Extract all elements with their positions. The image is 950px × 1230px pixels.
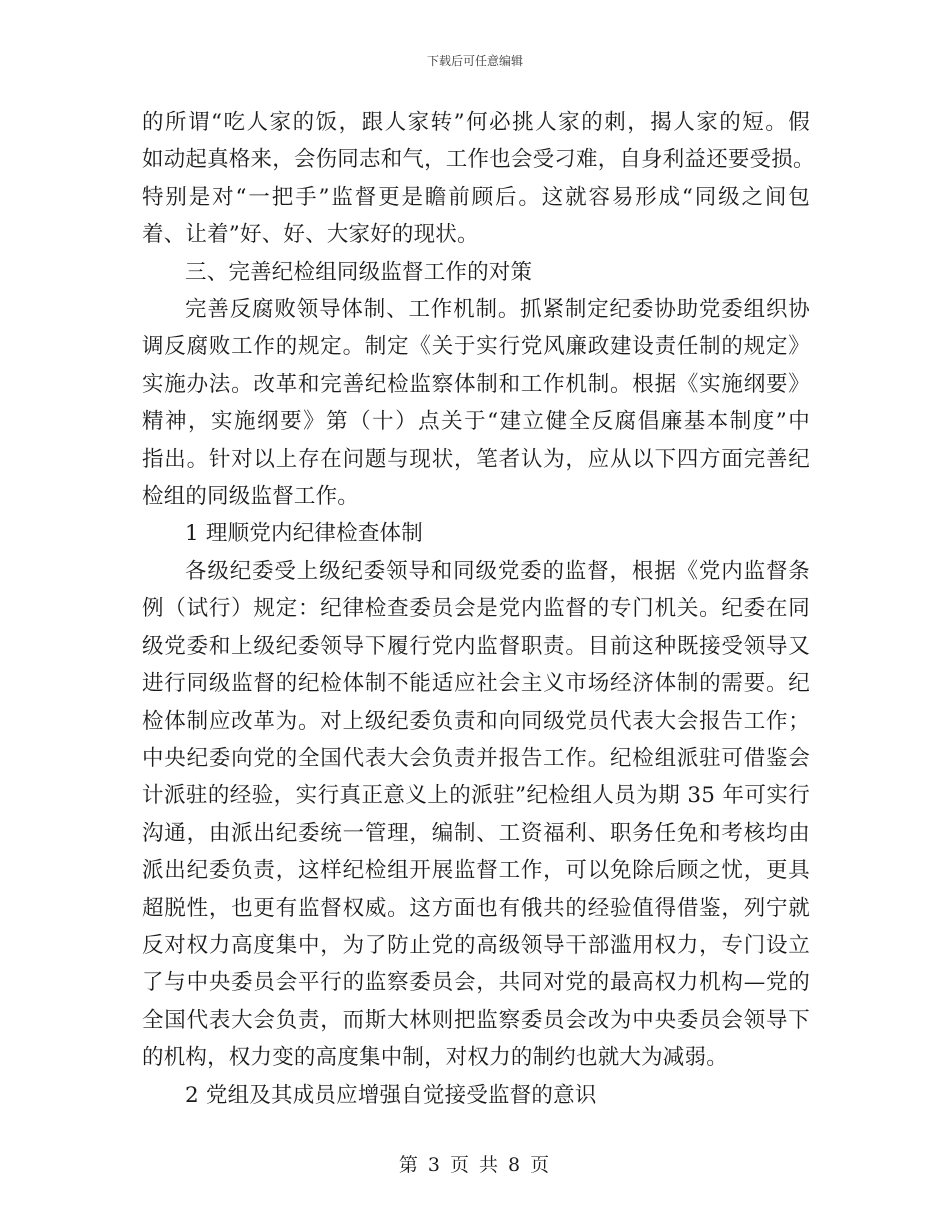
text-line: 的所谓“吃人家的饭，跟人家转”何必挑人家的刺，揭人家的短。假 xyxy=(142,110,810,135)
text-line: 超脱性，也更有监督权威。这方面也有俄共的经验值得借鉴，列宁就 xyxy=(142,895,810,921)
text-line: 三、完善纪检组同级监督工作的对策 xyxy=(185,259,533,285)
text-line: 了与中央委员会平行的监察委员会，共同对党的最高权力机构—党的 xyxy=(142,970,810,996)
text-line: 沟通，由派出纪委统一管理，编制、工资福利、职务任免和考核均由 xyxy=(142,820,810,846)
paragraph xyxy=(142,254,810,291)
text-line: 调反腐败工作的规定。制定《关于实行党风廉政建设责任制的规定》 xyxy=(142,334,810,360)
page-footer: 第 3 页 共 8 页 xyxy=(398,1154,552,1176)
header-note: 下载后可任意编辑 xyxy=(426,54,523,68)
text-line: 完善反腐败领导体制、工作机制。抓紧制定纪委协助党委组织协 xyxy=(185,297,810,323)
paragraph xyxy=(142,553,810,1077)
text-line: 着、让着”好、好、大家好的现状。 xyxy=(142,222,479,248)
text-line: 反对权力高度集中，为了防止党的高级领导干部滥用权力，专门设立 xyxy=(142,932,810,958)
text-line: 2 党组及其成员应增强自觉接受监督的意识 xyxy=(185,1082,597,1108)
text-line: 如动起真格来，会伤同志和气，工作也会受刁难，自身利益还要受损。 xyxy=(142,147,815,173)
document-body xyxy=(142,104,815,1114)
text-line: 实施办法。改革和完善纪检监察体制和工作机制。根据《实施纲要》 xyxy=(142,371,810,397)
text-line: 计派驻的经验，实行真正意义上的派驻”纪检组人员为期 35 年可实行 xyxy=(142,783,810,809)
text-line: 检体制应改革为。对上级纪委负责和向同级党员代表大会报告工作； xyxy=(142,708,810,734)
text-line: 指出。针对以上存在问题与现状，笔者认为，应从以下四方面完善纪 xyxy=(142,446,810,472)
text-line: 1 理顺党内纪律检查体制 xyxy=(185,521,423,547)
text-line: 精神，实施纲要》第（十）点关于“建立健全反腐倡廉基本制度”中 xyxy=(142,409,810,435)
paragraph xyxy=(142,515,810,552)
text-line: 特别是对“一把手”监督更是瞻前顾后。这就容易形成“同级之间包 xyxy=(142,184,810,210)
text-line: 检组的同级监督工作。 xyxy=(142,484,360,510)
text-line: 全国代表大会负责，而斯大林则把监察委员会改为中央委员会领导下 xyxy=(142,1007,810,1033)
paragraph xyxy=(142,104,815,254)
text-line: 级党委和上级纪委领导下履行党内监督职责。目前这种既接受领导又 xyxy=(142,633,810,659)
text-line: 中央纪委向党的全国代表大会负责并报告工作。纪检组派驻可借鉴会 xyxy=(142,745,810,771)
paragraph xyxy=(142,1077,810,1114)
text-line: 进行同级监督的纪检体制不能适应社会主义市场经济体制的需要。纪 xyxy=(142,671,810,697)
text-line: 各级纪委受上级纪委领导和同级党委的监督，根据《党内监督条 xyxy=(185,558,810,584)
text-line: 例（试行）规定：纪律检查委员会是党内监督的专门机关。纪委在同 xyxy=(142,596,810,622)
paragraph xyxy=(142,291,810,515)
text-line: 的机构，权力变的高度集中制，对权力的制约也就大为减弱。 xyxy=(142,1045,728,1071)
text-line: 派出纪委负责，这样纪检组开展监督工作，可以免除后顾之忧，更具 xyxy=(142,858,810,884)
